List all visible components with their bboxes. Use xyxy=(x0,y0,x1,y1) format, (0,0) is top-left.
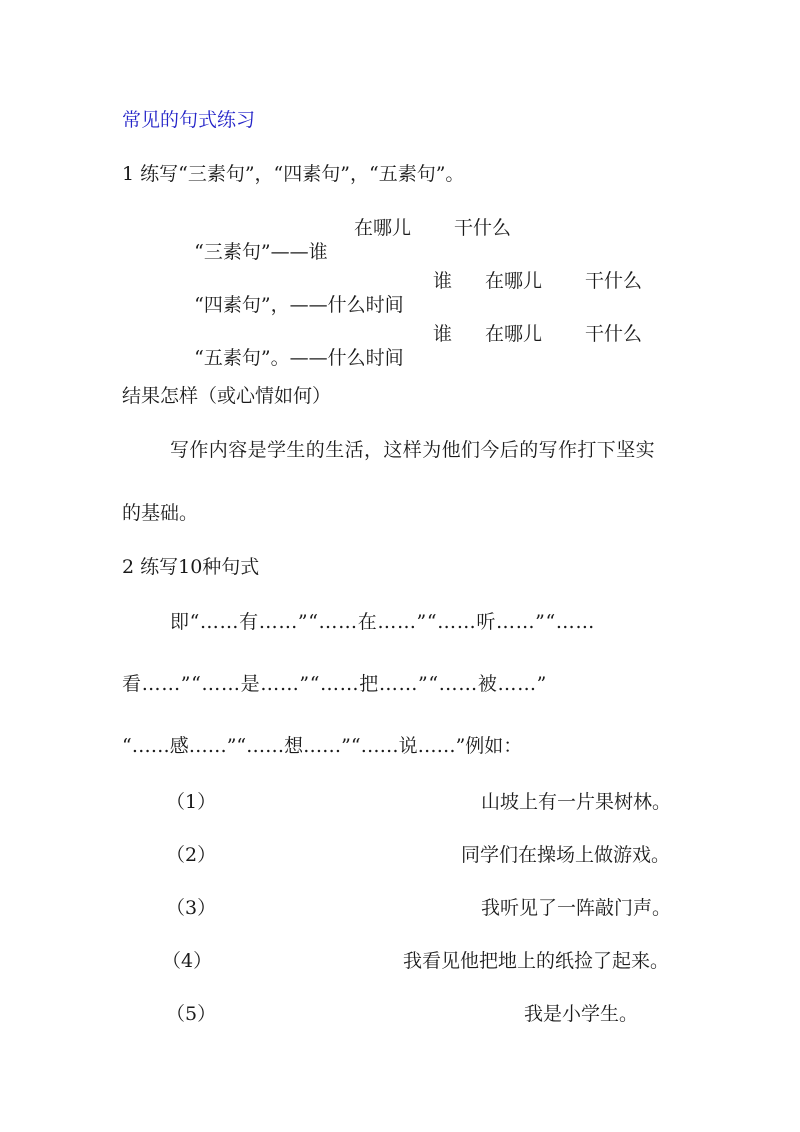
pattern-list-line: “……感……”“……想……”“……说……”例如： xyxy=(122,735,523,757)
paragraph-line: 写作内容是学生的生活，这样为他们今后的写作打下坚实 xyxy=(170,439,656,461)
example-sentence: 山坡上有一片果树林。 xyxy=(481,791,672,813)
document-title: 常见的句式练习 xyxy=(122,109,256,131)
example-sentence: 我是小学生。 xyxy=(524,1003,639,1025)
example-sentence: 同学们在操场上做游戏。 xyxy=(461,844,671,866)
pattern-element: 干什么 xyxy=(585,323,643,345)
example-sentence: 我听见了一阵敲门声。 xyxy=(481,897,672,919)
example-sentence: 我看见他把地上的纸捡了起来。 xyxy=(403,950,670,972)
pattern-element: 干什么 xyxy=(454,217,512,239)
example-number: （3） xyxy=(166,897,217,919)
pattern-label: “四素句”，——什么时间 xyxy=(194,294,404,316)
pattern-label: “五素句”。——什么时间 xyxy=(194,347,404,369)
pattern-list-line: 即“……有……”“……在……”“……听……”“…… xyxy=(170,611,595,633)
result-line: 结果怎样（或心情如何） xyxy=(122,385,332,407)
paragraph-line: 的基础。 xyxy=(122,502,199,524)
pattern-element: 谁 xyxy=(433,270,453,292)
pattern-element: 在哪儿 xyxy=(485,323,543,345)
pattern-element: 在哪儿 xyxy=(485,270,543,292)
example-number: （2） xyxy=(166,844,217,866)
section-1-heading: 1 练写“三素句”，“四素句”，“五素句”。 xyxy=(122,163,465,185)
pattern-element: 在哪儿 xyxy=(354,217,412,239)
example-number: （1） xyxy=(166,791,217,813)
example-number: （4） xyxy=(162,950,213,972)
section-2-heading: 2 练写10种句式 xyxy=(122,556,260,578)
pattern-element: 干什么 xyxy=(585,270,643,292)
pattern-element: 谁 xyxy=(433,323,453,345)
pattern-list-line: 看……”“……是……”“……把……”“……被……” xyxy=(122,673,547,695)
pattern-label: “三素句”——谁 xyxy=(194,241,328,263)
example-number: （5） xyxy=(166,1003,217,1025)
